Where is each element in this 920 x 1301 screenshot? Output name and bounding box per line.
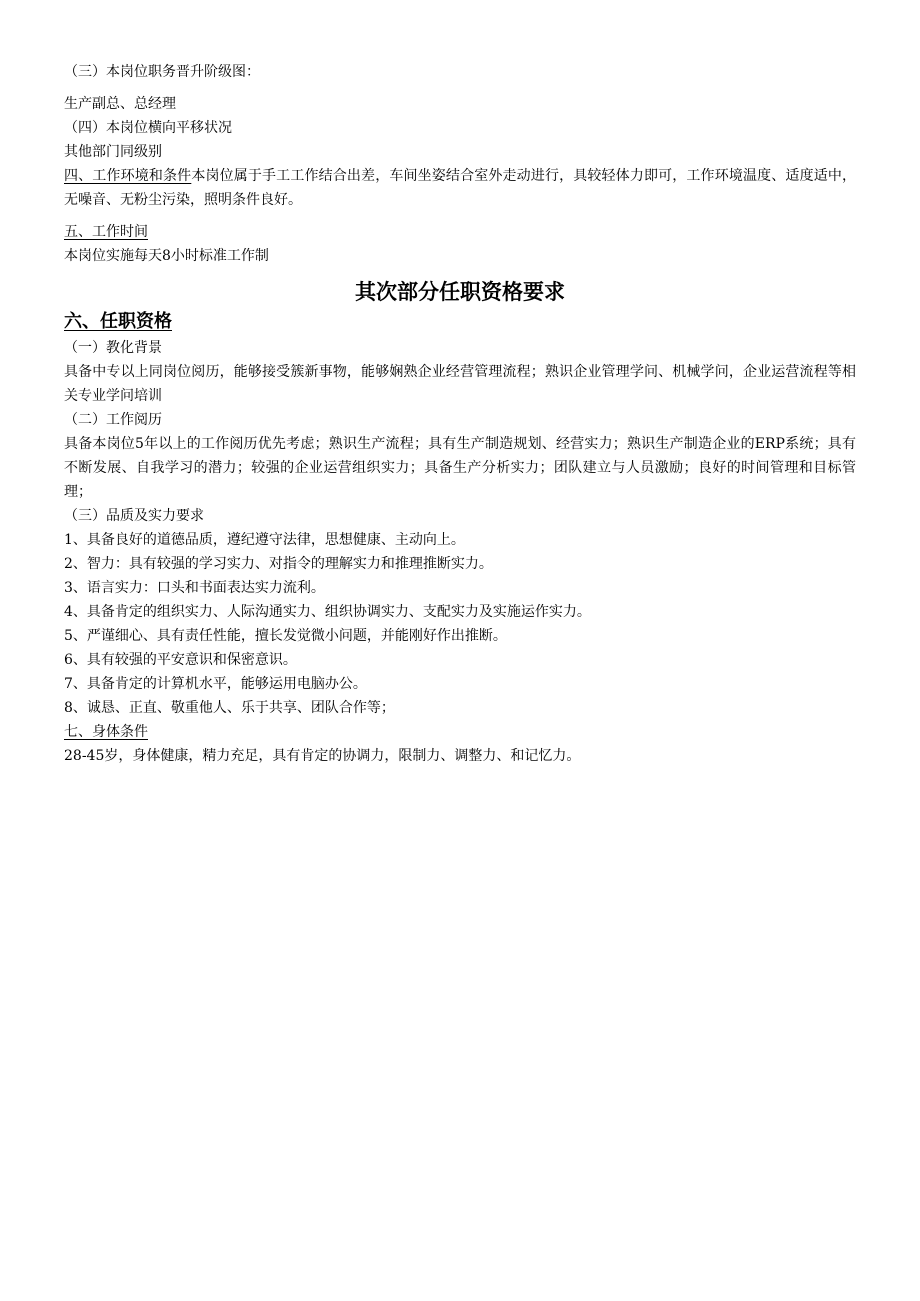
lateral-value: 其他部门同级别: [64, 144, 162, 160]
qualification-heading: 六、任职资格: [64, 311, 172, 332]
education-text: 具备中专以上同岗位阅历，能够接受簇新事物，能够娴熟企业经营管理流程；熟识企业管理学问、机械学问，企业运营流程等相关专业学问培训: [64, 364, 856, 404]
work-time-label: 五、工作时间: [64, 224, 148, 240]
promotion-value: 生产副总、总经理: [64, 96, 176, 112]
lateral-heading: （四）本岗位横向平移状况: [64, 120, 232, 136]
physical-text: 28-45岁，身体健康，精力充足，具有肯定的协调力，限制力、调整力、和记忆力。: [64, 748, 581, 764]
experience-text: 具备本岗位5年以上的工作阅历优先考虑；熟识生产流程；具有生产制造规划、经营实力；熟识生产制造企业的ERP系统；具有不断发展、自我学习的潜力；较强的企业运营组织实力；具备生产分析实力；团队建立与人员激励；良好的时间管理和目标管理；: [64, 436, 856, 500]
document-page: [64, 60, 856, 768]
spacer: [64, 84, 856, 92]
physical-heading: 七、身体条件: [64, 724, 148, 740]
spacer: [64, 212, 856, 220]
quality-heading: （三）品质及实力要求: [64, 508, 204, 524]
part-title: 其次部分任职资格要求: [355, 279, 565, 304]
work-environment-paragraph: [64, 164, 856, 212]
work-time-text: 本岗位实施每天8小时标准工作制: [64, 248, 269, 264]
quality-item: 2、智力：具有较强的学习实力、对指令的理解实力和推理推断实力。: [64, 556, 493, 572]
education-heading: （一）教化背景: [64, 340, 162, 356]
experience-heading: （二）工作阅历: [64, 412, 162, 428]
quality-item: 7、具备肯定的计算机水平，能够运用电脑办公。: [64, 676, 367, 692]
quality-item: 4、具备肯定的组织实力、人际沟通实力、组织协调实力、支配实力及实施运作实力。: [64, 604, 591, 620]
work-environment-label: 四、工作环境和条件: [64, 168, 192, 184]
work-environment-text: 本岗位属于手工工作结合出差，车间坐姿结合室外走动进行，具较轻体力即可，工作环境温度、适度适中，无噪音、无粉尘污染，照明条件良好。: [64, 168, 857, 208]
quality-item: 5、严谨细心、具有责任性能，擅长发觉微小问题，并能刚好作出推断。: [64, 628, 507, 644]
promotion-heading: （三）本岗位职务晋升阶级图：: [64, 64, 260, 80]
quality-item: 3、语言实力：口头和书面表达实力流利。: [64, 580, 325, 596]
quality-item: 6、具有较强的平安意识和保密意识。: [64, 652, 297, 668]
quality-item: 8、诚恳、正直、敬重他人、乐于共享、团队合作等；: [64, 700, 395, 716]
quality-item: 1、具备良好的道德品质，遵纪遵守法律，思想健康、主动向上。: [64, 532, 465, 548]
